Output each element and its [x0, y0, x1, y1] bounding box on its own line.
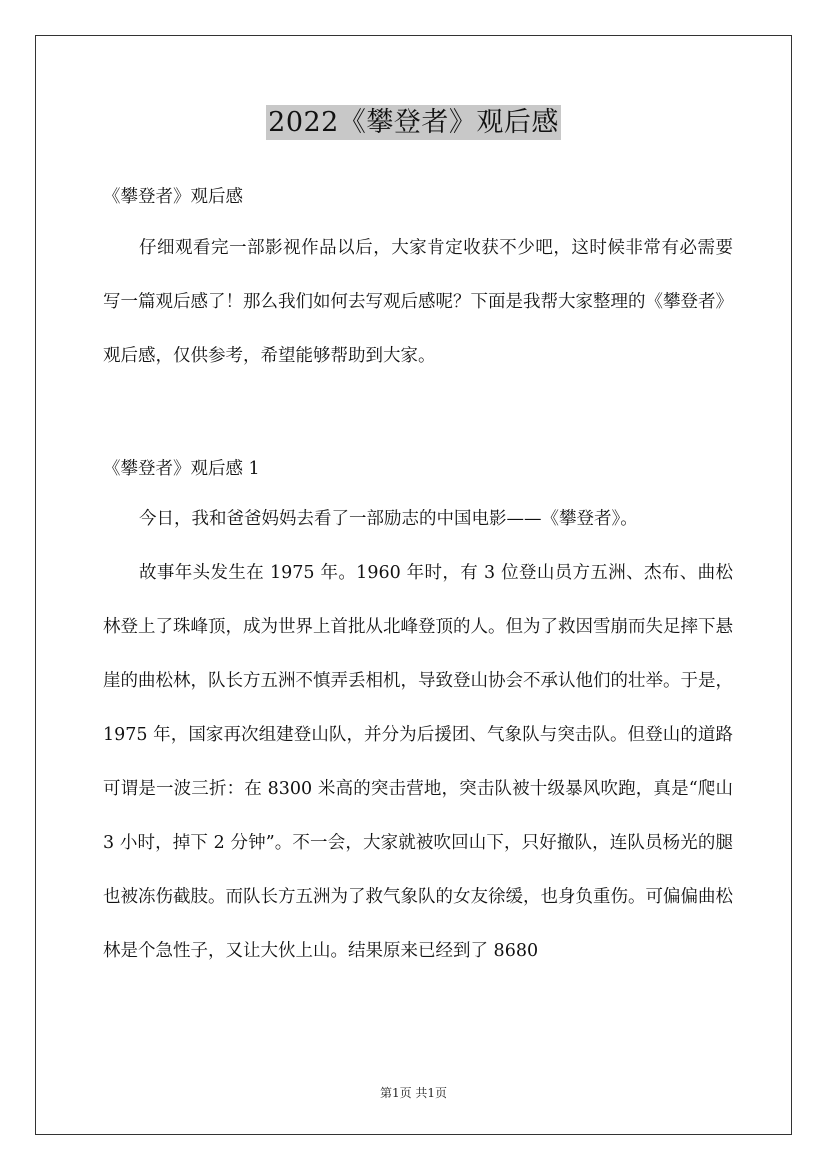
- document-subtitle: 《攀登者》观后感: [103, 187, 243, 207]
- intro-paragraph: 仔细观看完一部影视作品以后，大家肯定收获不少吧，这时候非常有必需要写一篇观后感了！那么我们如何去写观后感呢？下面是我帮大家整理的《攀登者》观后感，仅供参考，希望能够帮助到大家。: [103, 238, 733, 366]
- document-title-wrap: [0, 100, 827, 139]
- body-paragraph-2: 故事年头发生在 1975 年。1960 年时，有 3 位登山员方五洲、杰布、曲松林登上了珠峰顶，成为世界上首批从北峰登顶的人。但为了救因雪崩而失足摔下悬崖的曲松林，队长方五洲不慎弄丢相机，导致登山协会不承认他们的壮举。于是，1975 年，国家再次组建登山队，并分为后援团、气象队与突击队。但登山的道路可谓是一波三折：在 8300 米高的突击营地，突击队被十级暴风吹跑，真是“爬山 3 小时，掉下 2 分钟”。不一会，大家就被吹回山下，只好撤队，连队员杨光的腿也被冻伤截肢。而队长方五洲为了救气象队的女友徐缓，也身负重伤。可偏偏曲松林是个急性子，又让大伙上山。结果原来已经到了 8680: [103, 563, 733, 961]
- page-footer: 第1页 共1页: [379, 1086, 448, 1100]
- section-heading: 《攀登者》观后感 1: [103, 459, 260, 479]
- document-title: 2022《攀登者》观后感: [268, 107, 559, 138]
- body-paragraph-1: 今日，我和爸爸妈妈去看了一部励志的中国电影——《攀登者》。: [139, 509, 638, 529]
